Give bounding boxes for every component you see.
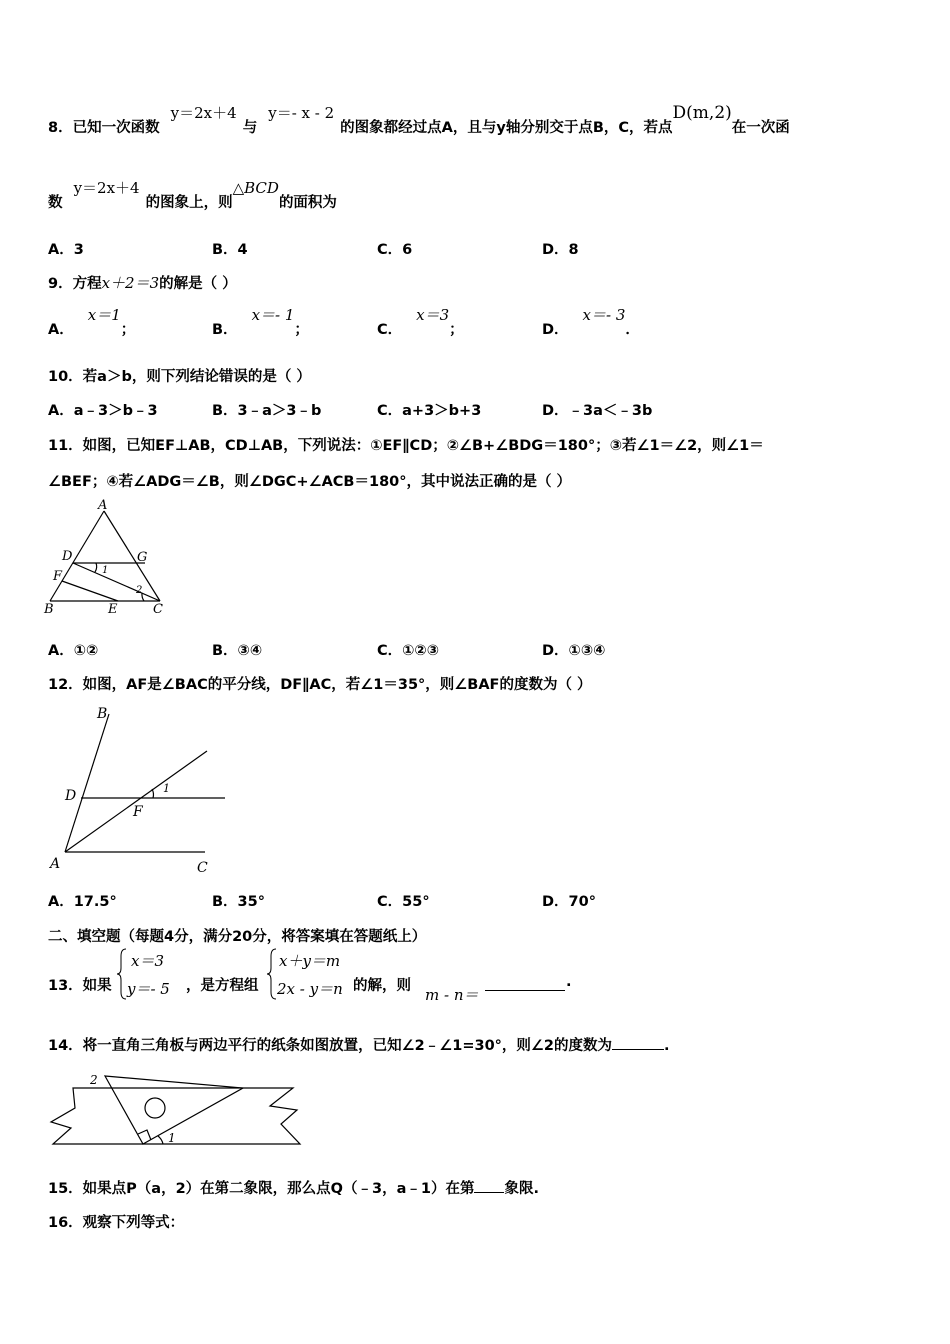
q12-arc-1 [152, 789, 153, 798]
q12-label-f: F [133, 804, 143, 820]
q9-option-d-sep: ． [625, 322, 640, 338]
q10-option-c[interactable]: C．a+3＞b+3 [377, 403, 482, 419]
q16-stem: 16．观察下列等式： [48, 1215, 185, 1231]
q13-end: . [566, 974, 572, 990]
q9-formula: x＋2＝3 [101, 274, 160, 292]
q11-label-f: F [53, 569, 63, 584]
q13-answer-blank[interactable] [485, 990, 565, 991]
q9-option-a[interactable] [48, 306, 136, 339]
q9-option-c-value: x＝3 [416, 306, 450, 324]
q11-label-angle2: 2 [136, 585, 143, 596]
q12-option-c[interactable]: C．55° [377, 894, 430, 910]
q11-label-e: E [108, 602, 118, 617]
q8-text-5: 数 [48, 195, 63, 211]
q15-text-a: 15．如果点P（a，2）在第二象限，那么点Q（﹣3，a﹣1）在第 [48, 1181, 475, 1197]
q11-option-b[interactable]: B．③④ [212, 643, 263, 659]
q9-option-b-sep: ； [294, 322, 309, 338]
q12-label-angle1: 1 [163, 782, 170, 795]
section2-title: 二、填空题（每题4分，满分20分，将答案填在答题纸上） [48, 929, 427, 945]
q11-stem-line2: ∠BEF；④若∠ADG＝∠B，则∠DGC+∠ACB＝180°，其中说法正确的是（ ） [48, 474, 572, 490]
q11-side-ac [104, 511, 160, 601]
q11-option-a[interactable]: A．①② [48, 643, 99, 659]
q9-option-c-sep: ； [449, 322, 464, 338]
q14-stem [48, 1034, 670, 1055]
q14-stem-text: 14．将一直角三角板与两边平行的纸条如图放置，已知∠2﹣∠1=30°，则∠2的度数为 [48, 1038, 613, 1054]
q15-stem [48, 1177, 539, 1198]
q10-option-d[interactable]: D．﹣3a＜﹣3b [542, 403, 653, 419]
q13-text-c: 的解，则 [353, 978, 411, 994]
q8-text-4: 在一次函 [731, 120, 790, 136]
q8-text-3: 的图象都经过点A，且与y轴分别交于点B，C，若点 [340, 120, 673, 136]
q10-stem: 10．若a＞b，则下列结论错误的是（ ） [48, 369, 311, 385]
q8-line1 [48, 103, 790, 137]
q13-text-b: ，是方程组 [186, 978, 259, 994]
q14-end: . [664, 1038, 670, 1054]
q10-option-b[interactable]: B．3﹣a＞3﹣b [212, 403, 322, 419]
q11-segment-dc [73, 563, 160, 601]
q12-ray-ab [65, 714, 109, 852]
q8-line2 [48, 179, 337, 212]
q11-side-ab [50, 511, 104, 601]
q8-text-7: 的面积为 [278, 195, 337, 211]
q8-number: 8． [48, 120, 73, 136]
q9-option-b-label: B． [212, 322, 238, 338]
q8-formula-1: y＝2x＋4 [170, 104, 237, 122]
q11-label-g: G [137, 550, 148, 565]
q8-formula-2: y＝- x - 2 [268, 104, 335, 122]
q8-option-a[interactable]: A．3 [48, 242, 84, 258]
q8-text-6: 的图象上，则 [145, 195, 233, 211]
q11-arc-1 [95, 563, 97, 572]
q12-figure [45, 700, 235, 875]
q15-text-b: 象限. [504, 1181, 539, 1197]
q14-label-angle2: 2 [90, 1073, 98, 1087]
q14-answer-blank[interactable] [612, 1035, 664, 1050]
q9-option-c-label: C． [377, 322, 403, 338]
q9-option-c[interactable] [377, 306, 464, 339]
q9-option-b[interactable] [212, 306, 309, 339]
q13-brace-1 [117, 948, 127, 1000]
q11-label-d: D [62, 549, 73, 564]
q13-expr: m - n＝ [425, 986, 479, 1004]
q11-label-a: A [98, 498, 108, 513]
q13-sys2-eq1: x＋y＝m [279, 952, 341, 970]
q14-figure [45, 1062, 305, 1152]
q12-option-b[interactable]: B．35° [212, 894, 265, 910]
q11-label-angle1: 1 [102, 565, 109, 576]
q8-option-c[interactable]: C．6 [377, 242, 413, 258]
q12-stem: 12．如图，AF是∠BAC的平分线，DF∥AC，若∠1＝35°，则∠BAF的度数为（ ） [48, 677, 592, 693]
q11-option-c[interactable]: C．①②③ [377, 643, 439, 659]
q11-option-d[interactable]: D．①③④ [542, 643, 606, 659]
q11-segment-fe [62, 581, 118, 601]
q12-label-a: A [50, 856, 61, 872]
q13-text-a: 13．如果 [48, 978, 112, 994]
q8-text-1: 已知一次函数 [72, 120, 160, 136]
q15-answer-blank[interactable] [474, 1178, 504, 1193]
q10-option-a[interactable]: A．a﹣3＞b﹣3 [48, 403, 158, 419]
q8-option-d[interactable]: D．8 [542, 242, 579, 258]
q8-text-2: 与 [242, 120, 258, 136]
q9-option-a-label: A． [48, 322, 74, 338]
q11-label-c: C [153, 602, 163, 617]
q13-sys2-eq2: 2x - y＝n [277, 980, 343, 998]
q9-stem-a: 9．方程 [48, 276, 102, 292]
q12-label-c: C [197, 860, 208, 875]
q9-option-d-label: D． [542, 322, 569, 338]
q9-stem [48, 272, 237, 293]
q12-option-d[interactable]: D．70° [542, 894, 596, 910]
q8-formula-5: △BCD [232, 179, 279, 197]
q14-set-square-hole [145, 1098, 165, 1118]
q9-option-a-sep: ； [120, 322, 136, 338]
q8-formula-3: D(m,2) [672, 103, 732, 123]
q8-option-b[interactable]: B．4 [212, 242, 248, 258]
q13-sys1-eq2: y＝- 5 [127, 980, 170, 998]
q12-line-af [65, 751, 207, 852]
q9-stem-b: 的解是（ ） [159, 276, 237, 292]
q9-option-d-value: x＝- 3 [582, 306, 626, 324]
q8-formula-4: y＝2x＋4 [73, 179, 140, 197]
q11-stem-line1: 11．如图，已知EF⊥AB，CD⊥AB，下列说法：①EF∥CD；②∠B+∠BDG＝180°；③若∠1＝∠2，则∠1＝ [48, 438, 764, 454]
q12-label-d: D [65, 788, 77, 804]
q12-option-a[interactable]: A．17.5° [48, 894, 117, 910]
q9-option-b-value: x＝- 1 [251, 306, 295, 324]
q9-option-a-value: x＝1 [87, 306, 121, 324]
q13-brace-2 [267, 948, 277, 1000]
q11-label-b: B [44, 602, 54, 617]
q11-figure [40, 497, 175, 617]
q12-label-b: B [97, 706, 108, 722]
q14-label-angle1: 1 [168, 1131, 176, 1145]
q14-arc-1 [158, 1136, 163, 1144]
q13-sys1-eq1: x＝3 [131, 952, 165, 970]
q9-option-d[interactable] [542, 306, 640, 339]
